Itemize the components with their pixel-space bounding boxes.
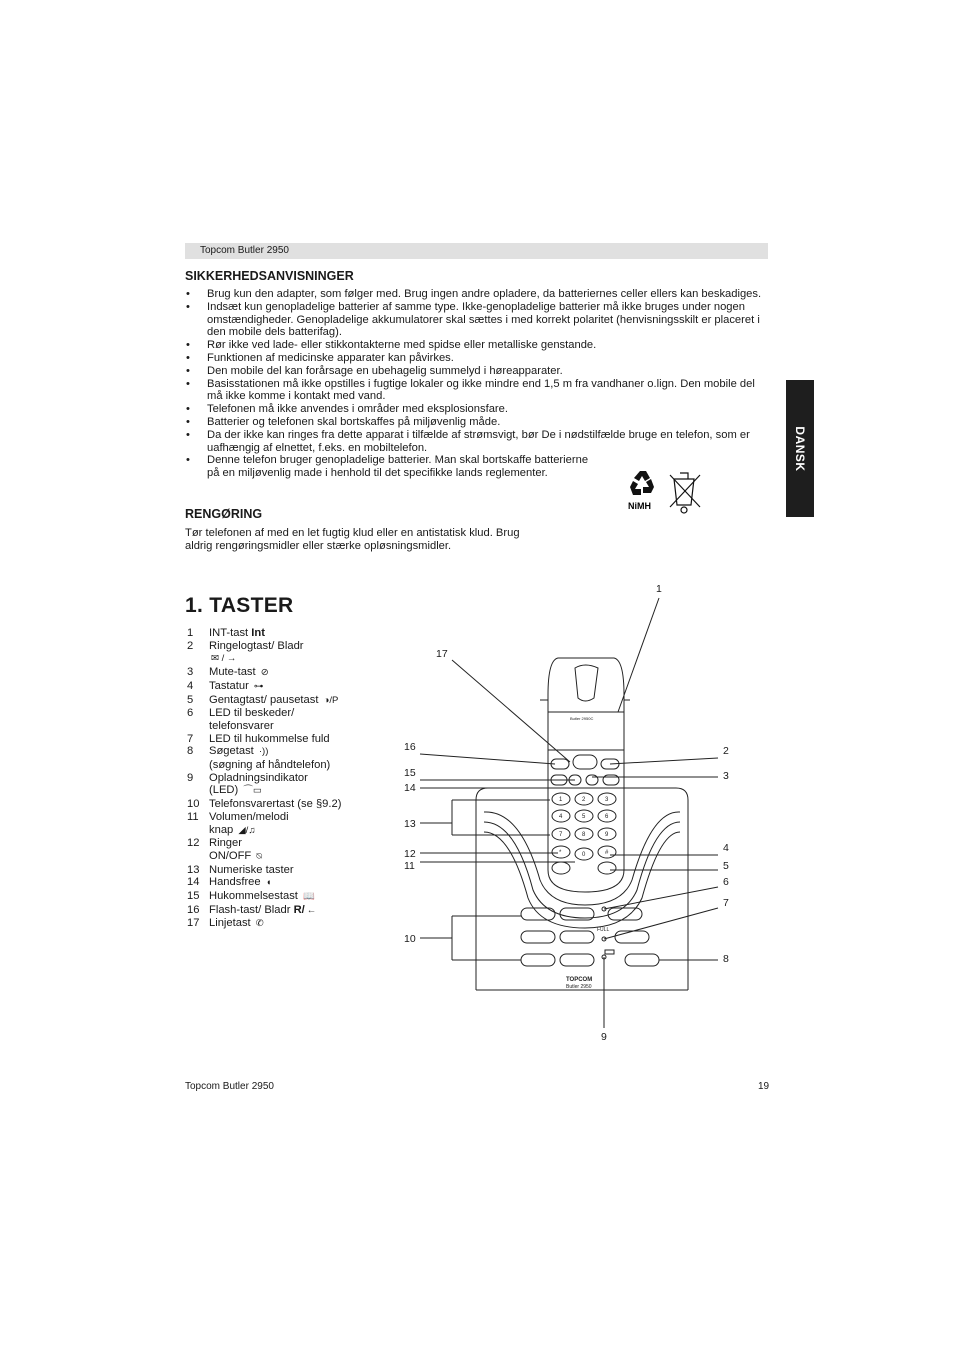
callout-7: 7	[723, 897, 729, 909]
key-5: 5	[582, 814, 586, 820]
legend-row: 1 INT-tast Int	[187, 627, 265, 639]
legend-row: 17 Linjetast ✆	[187, 917, 264, 930]
key-4: 4	[559, 814, 563, 820]
key-8: 8	[582, 832, 586, 838]
legend-row: 9 Opladningsindikator (LED) ⌒▭	[187, 771, 308, 797]
legend-row: 6 LED til beskeder/ telefonsvarer	[187, 707, 295, 732]
key-3: 3	[605, 797, 609, 803]
page-number: 19	[758, 1081, 770, 1092]
keys-heading: 1. TASTER	[185, 594, 294, 617]
callout-11: 11	[404, 860, 415, 872]
callout-14: 14	[404, 782, 416, 794]
legend-row: 15 Hukommelsestast 📖	[187, 890, 315, 903]
key-1: 1	[559, 797, 563, 803]
callout-5: 5	[723, 860, 729, 872]
safety-heading: SIKKERHEDSANVISNINGER	[185, 269, 354, 283]
key-star: *	[559, 850, 562, 856]
legend-row: 2 Ringelogtast/ Bladr ✉ / →	[187, 639, 304, 665]
safety-item: • Funktionen af medicinske apparater kan påvirkes.	[185, 352, 770, 365]
base-model: Butler 2950	[566, 984, 592, 990]
mute-icon: ⊘	[260, 667, 269, 679]
callout-6: 6	[723, 876, 729, 888]
redial-pause-icon: ◑/P	[323, 694, 339, 706]
recycle-icon	[630, 471, 654, 495]
safety-item: • Basisstationen må ikke opstilles i fugtige lokaler og ikke mindre end 1,5 m fra vandhaner o.lign. Den mobile del må ikke komme i kontakt med vand.	[185, 378, 770, 404]
safety-item: • Da der ikke kan ringes fra dette apparat i tilfælde af strømsvigt, bør De i nødstilfælde bruge en telefon, som er uafhængig af elnettet, f.eks. en mobiltelefon.	[185, 429, 770, 455]
key-9: 9	[605, 832, 609, 838]
language-tab	[786, 380, 814, 517]
callout-4: 4	[723, 842, 729, 854]
callout-1: 1	[656, 583, 662, 595]
safety-item: • Telefonen må ikke anvendes i områder med eksplosionsfare.	[185, 403, 770, 416]
safety-item: • Brug kun den adapter, som følger med. Brug ingen andre opladere, da batteriernes celler ellers kan beskadiges.	[185, 288, 770, 301]
legend-row: 3 Mute-tast ⊘	[187, 666, 269, 679]
key-0: 0	[582, 852, 586, 858]
legend-row: 13 Numeriske taster	[187, 863, 294, 876]
callout-16: 16	[404, 741, 416, 753]
full-label: FULL	[597, 927, 610, 933]
safety-list	[185, 288, 770, 480]
cleaning-text: Tør telefonen af med en let fugtig klud eller en antistatisk klud. Brug aldrig rengøringsmidler eller stærke opløsningsmidler.	[185, 527, 520, 552]
base-brand: TOPCOM	[566, 977, 593, 983]
callout-3: 3	[723, 770, 729, 782]
safety-item: • Denne telefon bruger genopladelige batterier. Man skal bortskaffe batterierne på en miljøvenlig made i henhold til det specifikke lands reglementer.	[185, 454, 597, 480]
back-arrow-icon: ←	[306, 904, 317, 916]
legend-row: 14 Handsfree ◖	[187, 876, 272, 889]
phone-diagram	[395, 575, 755, 1050]
key-hash: #	[605, 850, 609, 856]
callout-2: 2	[723, 745, 729, 757]
crossed-bin-icon	[670, 473, 700, 513]
header-bar	[185, 243, 768, 259]
footer-title: Topcom Butler 2950	[185, 1081, 274, 1092]
legend-row: 10 Telefonsvarertast (se §9.2)	[187, 798, 342, 811]
legend-row: 16 Flash-tast/ Bladr R/ ←	[187, 903, 317, 916]
callout-15: 15	[404, 767, 416, 779]
header-title: Topcom Butler 2950	[200, 245, 289, 256]
ringer-off-icon: ⍉	[256, 850, 263, 862]
handset-label: Butler 2950C	[570, 716, 594, 721]
legend-row: 4 Tastatur ⊶	[187, 679, 264, 692]
handsfree-icon: ◖	[265, 877, 272, 889]
key-7: 7	[559, 832, 563, 838]
callout-9: 9	[601, 1031, 607, 1043]
callout-17: 17	[436, 648, 448, 660]
handset	[540, 658, 630, 892]
charging-icon: ⌒▭	[243, 785, 262, 797]
legend-row: 8 Søgetast ·)) (søgning af håndtelefon)	[187, 745, 331, 772]
key-6: 6	[605, 814, 609, 820]
callout-10: 10	[404, 933, 416, 945]
recycle-battery-icons	[624, 465, 704, 521]
key-icon: ⊶	[253, 680, 264, 692]
safety-item: • Batterier og telefonen skal bortskaffes på miljøvenlig måde.	[185, 416, 770, 429]
callout-13: 13	[404, 818, 416, 830]
cleaning-heading: RENGØRING	[185, 507, 263, 521]
callout-8: 8	[723, 953, 729, 965]
safety-item: • Indsæt kun genopladelige batterier af samme type. Ikke-genopladelige batterier må ikke bruges under nogen omstændigheder. Genopladelige akkumulatorer skal sættes i med korrekt polaritet (henvisningsskilt er placeret i den mobile dels batterifag).	[185, 301, 770, 339]
callout-12: 12	[404, 848, 416, 860]
safety-item: • Rør ikke ved lade- eller stikkontakterne med spidse eller metalliske genstande.	[185, 339, 770, 352]
paging-icon: ·))	[258, 746, 269, 758]
legend-row: 5 Gentagtast/ pausetast ◑/P	[187, 693, 339, 706]
nimh-label: NiMH	[628, 501, 651, 511]
volume-melody-icon: ◢/♫	[238, 824, 256, 836]
key-2: 2	[582, 797, 586, 803]
memory-book-icon: 📖	[303, 891, 315, 903]
legend-row: 11 Volumen/melodi knap ◢/♫	[187, 810, 289, 836]
safety-item: • Den mobile del kan forårsage en ubehagelig summelyd i høreapparater.	[185, 365, 770, 378]
legend-row: 7 LED til hukommelse fuld	[187, 732, 330, 745]
keys-legend	[187, 627, 341, 931]
language-tab-label: DANSK	[793, 425, 807, 472]
legend-row: 12 Ringer ON/OFF ⍉	[187, 837, 263, 862]
line-handset-icon: ✆	[255, 918, 264, 930]
message-arrow-icon: ✉ / →	[211, 653, 237, 665]
